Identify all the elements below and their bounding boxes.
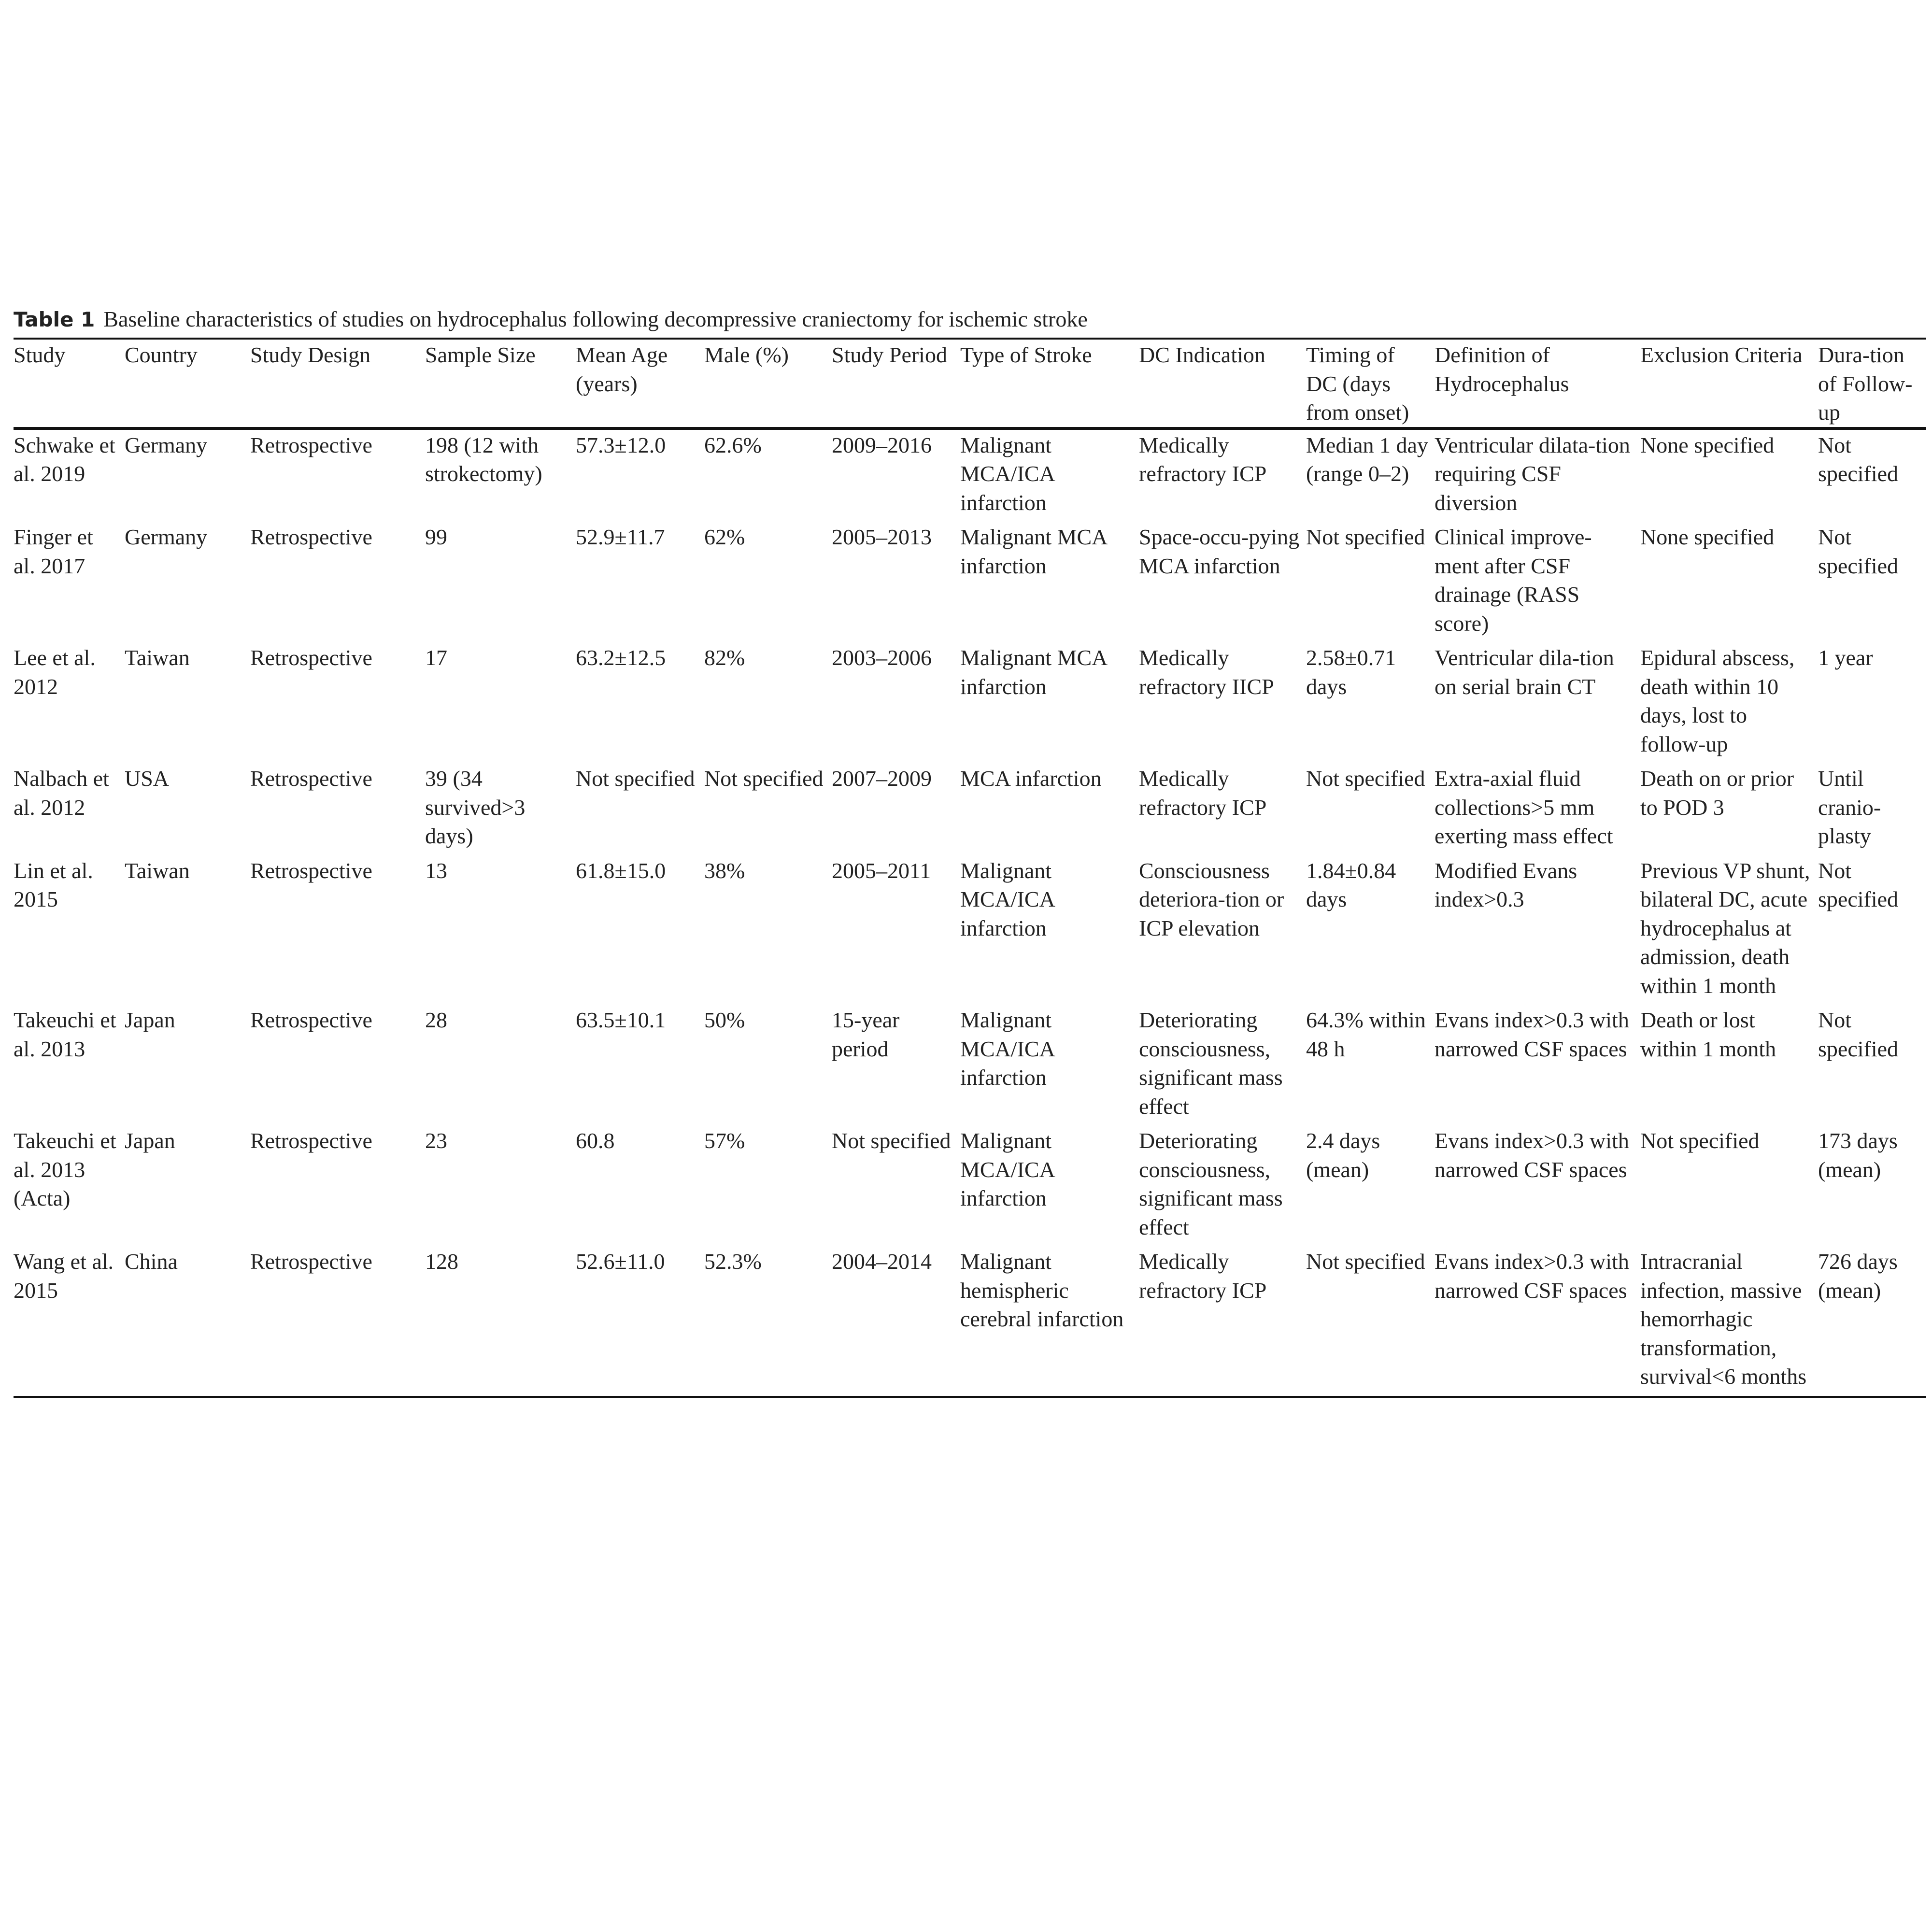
cell-male: 57% (704, 1128, 745, 1153)
cell-timing-of-dc: Not specified (1306, 525, 1425, 549)
cell-exclusion: None specified (1640, 432, 1775, 457)
cell-definition: Evans index>0.3 with narrowed CSF spaces (1435, 1008, 1629, 1061)
cell-study-design: Retrospective (250, 766, 372, 791)
cell-type-of-stroke: MCA infarction (960, 766, 1102, 791)
header-study: Study (14, 342, 66, 367)
cell-timing-of-dc: 1.84±0.84 days (1306, 858, 1396, 911)
table-row (14, 1246, 1926, 1397)
cell-exclusion: Death on or prior to POD 3 (1640, 766, 1794, 820)
cell-study-period: 2007–2009 (832, 766, 932, 791)
cell-study-period: 2003–2006 (832, 645, 932, 670)
cell-dc-indication: Space-occu-pying MCA infarction (1139, 525, 1300, 578)
cell-study-design: Retrospective (250, 1128, 372, 1153)
cell-type-of-stroke: Malignant MCA infarction (960, 645, 1107, 699)
header-exclusion-criteria: Exclusion Criteria (1640, 342, 1803, 367)
cell-follow-up: Until cranio-plasty (1818, 766, 1881, 848)
cell-mean-age: 60.8 (576, 1128, 615, 1153)
cell-type-of-stroke: Malignant MCA/ICA infarction (960, 1128, 1054, 1210)
cell-definition: Ventricular dila-tion on serial brain CT (1435, 645, 1614, 699)
cell-follow-up: Not specified (1818, 525, 1899, 578)
cell-definition: Clinical improve-ment after CSF drainage (RASS score) (1435, 525, 1592, 636)
cell-study-period: 2005–2013 (832, 525, 932, 549)
header-duration-of-follow-up: Dura-tion of Follow-up (1818, 342, 1913, 425)
cell-definition: Evans index>0.3 with narrowed CSF spaces (1435, 1128, 1629, 1182)
baseline-characteristics-table (14, 338, 1926, 1398)
cell-dc-indication: Medically refractory ICP (1139, 432, 1267, 486)
header-sample-size: Sample Size (425, 342, 536, 367)
cell-timing-of-dc: Not specified (1306, 766, 1425, 791)
table-row (14, 1005, 1926, 1125)
cell-definition: Evans index>0.3 with narrowed CSF spaces (1435, 1249, 1629, 1303)
cell-follow-up: 173 days (mean) (1818, 1128, 1898, 1182)
cell-study-design: Retrospective (250, 645, 372, 670)
cell-type-of-stroke: Malignant MCA/ICA infarction (960, 858, 1054, 940)
cell-male: 38% (704, 858, 745, 883)
cell-follow-up: Not specified (1818, 432, 1899, 486)
cell-country: Japan (125, 1008, 175, 1032)
cell-country: Germany (125, 432, 208, 457)
cell-sample-size: 23 (425, 1128, 447, 1153)
cell-study-design: Retrospective (250, 525, 372, 549)
cell-study-period: 15-year period (832, 1008, 900, 1061)
table-caption-text: Baseline characteristics of studies on hydrocephalus following decompressive craniectomy for ischemic stroke (103, 307, 1088, 331)
cell-study-period: 2009–2016 (832, 432, 932, 457)
cell-study-period: 2005–2011 (832, 858, 931, 883)
cell-country: Japan (125, 1128, 175, 1153)
cell-definition: Ventricular dilata-tion requiring CSF diversion (1435, 432, 1630, 515)
cell-definition: Extra-axial fluid collections>5 mm exerting mass effect (1435, 766, 1613, 848)
cell-country: China (125, 1249, 178, 1274)
header-country: Country (125, 342, 198, 367)
cell-male: 50% (704, 1008, 745, 1032)
cell-dc-indication: Medically refractory ICP (1139, 766, 1267, 820)
cell-sample-size: 99 (425, 525, 447, 549)
cell-mean-age: 63.2±12.5 (576, 645, 666, 670)
cell-study: Nalbach et al. 2012 (14, 766, 109, 820)
cell-male: 52.3% (704, 1249, 762, 1274)
cell-study: Finger et al. 2017 (14, 525, 93, 578)
cell-dc-indication: Medically refractory ICP (1139, 1249, 1267, 1303)
cell-timing-of-dc: 2.4 days (mean) (1306, 1128, 1380, 1182)
cell-follow-up: Not specified (1818, 1008, 1899, 1061)
cell-exclusion: Death or lost within 1 month (1640, 1008, 1776, 1061)
cell-timing-of-dc: 2.58±0.71 days (1306, 645, 1396, 699)
cell-male: Not specified (704, 766, 824, 791)
table-container (14, 305, 1926, 1398)
cell-male: 62.6% (704, 432, 762, 457)
cell-follow-up: 1 year (1818, 645, 1873, 670)
cell-exclusion: Not specified (1640, 1128, 1760, 1153)
cell-mean-age: 52.6±11.0 (576, 1249, 665, 1274)
cell-study-design: Retrospective (250, 858, 372, 883)
cell-study: Lee et al. 2012 (14, 645, 96, 699)
cell-sample-size: 17 (425, 645, 447, 670)
table-header-row (14, 339, 1926, 428)
cell-sample-size: 39 (34 survived>3 days) (425, 766, 526, 848)
cell-country: Taiwan (125, 858, 190, 883)
header-type-of-stroke: Type of Stroke (960, 342, 1092, 367)
cell-sample-size: 198 (12 with strokectomy) (425, 432, 542, 486)
cell-mean-age: 61.8±15.0 (576, 858, 666, 883)
cell-type-of-stroke: Malignant MCA/ICA infarction (960, 1008, 1054, 1090)
cell-study-period: 2004–2014 (832, 1249, 932, 1274)
cell-type-of-stroke: Malignant hemispheric cerebral infarction (960, 1249, 1124, 1331)
table-row (14, 855, 1926, 1005)
cell-study-design: Retrospective (250, 1249, 372, 1274)
header-male: Male (%) (704, 342, 789, 367)
cell-country: Taiwan (125, 645, 190, 670)
cell-dc-indication: Medically refractory IICP (1139, 645, 1274, 699)
cell-study-period: Not specified (832, 1128, 951, 1153)
cell-dc-indication: Deteriorating consciousness, significant mass effect (1139, 1128, 1283, 1239)
cell-study-design: Retrospective (250, 432, 372, 457)
header-study-period: Study Period (832, 342, 947, 367)
cell-sample-size: 13 (425, 858, 447, 883)
cell-dc-indication: Consciousness deteriora-tion or ICP elevation (1139, 858, 1284, 940)
cell-type-of-stroke: Malignant MCA infarction (960, 525, 1107, 578)
cell-sample-size: 128 (425, 1249, 458, 1274)
header-mean-age: Mean Age (years) (576, 342, 668, 396)
cell-study: Lin et al. 2015 (14, 858, 93, 911)
table-caption-label: Table 1 (14, 308, 95, 331)
table-row (14, 1125, 1926, 1246)
cell-sample-size: 28 (425, 1008, 447, 1032)
cell-follow-up: Not specified (1818, 858, 1899, 911)
cell-mean-age: Not specified (576, 766, 695, 791)
cell-exclusion: Previous VP shunt, bilateral DC, acute hydrocephalus at admission, death within 1 month (1640, 858, 1810, 998)
table-caption (14, 305, 1926, 334)
cell-country: Germany (125, 525, 208, 549)
cell-study: Takeuchi et al. 2013 (Acta) (14, 1128, 116, 1210)
header-definition-of-hydrocephalus: Definition of Hydrocephalus (1435, 342, 1569, 396)
header-timing-of-dc: Timing of DC (days from onset) (1306, 342, 1409, 425)
cell-study: Wang et al. 2015 (14, 1249, 114, 1303)
cell-mean-age: 57.3±12.0 (576, 432, 666, 457)
header-study-design: Study Design (250, 342, 371, 367)
cell-timing-of-dc: 64.3% within 48 h (1306, 1008, 1426, 1061)
cell-male: 82% (704, 645, 745, 670)
cell-definition: Modified Evans index>0.3 (1435, 858, 1577, 911)
cell-mean-age: 52.9±11.7 (576, 525, 665, 549)
cell-exclusion: Intracranial infection, massive hemorrhagic transformation, survival<6 months (1640, 1249, 1807, 1389)
cell-exclusion: None specified (1640, 525, 1775, 549)
cell-mean-age: 63.5±10.1 (576, 1008, 666, 1032)
cell-male: 62% (704, 525, 745, 549)
table-row (14, 763, 1926, 855)
cell-study: Takeuchi et al. 2013 (14, 1008, 116, 1061)
cell-country: USA (125, 766, 170, 791)
cell-follow-up: 726 days (mean) (1818, 1249, 1898, 1303)
cell-type-of-stroke: Malignant MCA/ICA infarction (960, 432, 1054, 515)
cell-study: Schwake et al. 2019 (14, 432, 115, 486)
cell-study-design: Retrospective (250, 1008, 372, 1032)
cell-timing-of-dc: Not specified (1306, 1249, 1425, 1274)
cell-timing-of-dc: Median 1 day (range 0–2) (1306, 432, 1428, 486)
cell-exclusion: Epidural abscess, death within 10 days, lost to follow-up (1640, 645, 1795, 756)
table-row (14, 522, 1926, 642)
table-row (14, 642, 1926, 763)
table-row (14, 428, 1926, 522)
cell-dc-indication: Deteriorating consciousness, significant mass effect (1139, 1008, 1283, 1119)
header-dc-indication: DC Indication (1139, 342, 1265, 367)
